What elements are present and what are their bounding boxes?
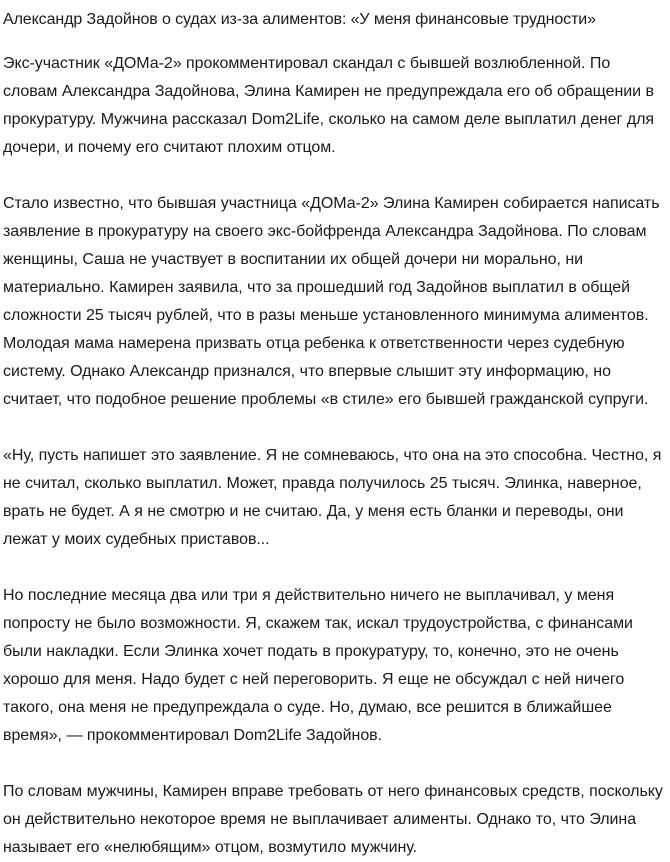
article-paragraph-4-quote: Но последние месяца два или три я действительно ничего не выплачивал, у меня попросту не было возможности. Я, скажем так, искал трудоустройства, с финансами были накладки. Если Элинка хочет подать в прокуратуру, то, конечно, это не очень хорошо для меня. Надо будет с ней переговорить. Я еще не обсуждал с ней ничего такого, она меня не предупреждала о суде. Но, думаю, все решится в ближайшее время», — прокомментировал Dom2Life Задойнов.	[3, 587, 633, 744]
paragraph-spacer	[3, 414, 664, 442]
title-spacer	[3, 34, 664, 50]
paragraph-spacer	[3, 750, 664, 778]
paragraph-spacer	[3, 162, 664, 190]
page-title: Александр Задойнов о судах из-за алиментов: «У меня финансовые трудности»	[3, 11, 596, 28]
article-paragraph-3-quote: «Ну, пусть напишет это заявление. Я не сомневаюсь, что она на это способна. Честно, я не считал, сколько выплатил. Может, правда получилось 25 тысяч. Элинка, наверное, врать не будет. А я не смотрю и не считаю. Да, у меня есть бланки и переводы, они лежат у моих судебных приставов...	[3, 447, 662, 548]
paragraph-spacer	[3, 554, 664, 582]
article-paragraph-2: Стало известно, что бывшая участница «ДОМа-2» Элина Камирен собирается написать заявление в прокуратуру на своего экс-бойфренда Александра Задойнова. По словам женщины, Саша не участвует в воспитании их общей дочери ни морально, ни материально. Камирен заявила, что за прошедший год Задойнов выплатил в общей сложности 25 тысяч рублей, что в разы меньше установленного минимума алиментов. Молодая мама намерена призвать отца ребенка к ответственности через судебную систему. Однако Александр признался, что впервые слышит эту информацию, но считает, что подобное решение проблемы «в стиле» его бывшей гражданской супруги.	[3, 195, 660, 408]
article-paragraph-1: Экс-участник «ДОМа-2» прокомментировал скандал с бывшей возлюбленной. По словам Александра Задойнова, Элина Камирен не предупреждала его об обращении в прокуратуру. Мужчина рассказал Dom2Life, сколько на самом деле выплатил денег для дочери, и почему его считают плохим отцом.	[3, 55, 655, 156]
article-paragraph-5: По словам мужчины, Камирен вправе требовать от него финансовых средств, поскольку он действительно некоторое время не выплачивает алименты. Однако то, что Элина называет его «нелюбящим» отцом, возмутило мужчину.	[3, 783, 663, 856]
